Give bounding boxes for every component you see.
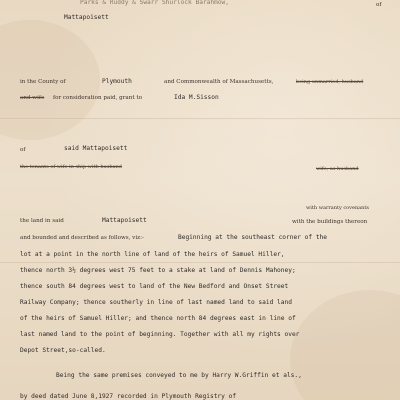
paper-stain: [290, 290, 400, 400]
description-line: of the heirs of Samuel Hiller; and thence north 84 degrees east in line of: [20, 315, 296, 322]
premises-line: Being the same premises conveyed to me by Harry W.Griffin et als.,: [56, 372, 302, 379]
county-value: Plymouth: [102, 78, 132, 85]
bounded-label: and bounded and described as follows, viz:-: [20, 235, 144, 241]
struck-wife-text: and wife: [20, 95, 45, 101]
land-town: Mattapoisett: [102, 217, 147, 224]
commonwealth-label: and Commonwealth of Massachusetts,: [164, 79, 274, 85]
struck-tenants-text: the tenants of wife in ship with husband: [20, 164, 122, 170]
consideration-label: for consideration paid, grant to: [53, 95, 143, 101]
of-label-2: of: [20, 147, 26, 153]
description-line: Beginning at the southeast corner of the: [178, 234, 328, 241]
struck-right-text: wife, as husband: [316, 166, 359, 172]
grantee-name: Ida M.Sisson: [174, 94, 219, 101]
land-label: the land in said: [20, 218, 64, 224]
fold-line: [0, 262, 400, 264]
fold-line: [0, 118, 400, 120]
warranty-label: with warranty covenants: [306, 205, 369, 211]
description-line: Depot Street,so-called.: [20, 347, 106, 354]
struck-husband-text: being unmarried, husband: [296, 79, 364, 85]
county-label: in the County of: [20, 79, 66, 85]
description-line: thence north 3½ degrees west 75 feet to a stake at land of Dennis Mahoney;: [20, 267, 296, 274]
grantor-town: Mattapoisett: [64, 14, 109, 21]
description-line: last named land to the point of beginning. Together with all my rights over: [20, 331, 300, 338]
description-line: thence south 84 degrees west to land of the New Bedford and Onset Street: [20, 283, 289, 290]
grantor-name-line: Parks & Ruddy & Swarr Shurlock Barahmow,: [80, 0, 230, 6]
of-label: of: [376, 2, 382, 8]
bottom-cut-line: by deed dated June 8,1927 recorded in Plymouth Registry of: [20, 393, 237, 400]
description-line: Railway Company; thence southerly in line of last named land to said land: [20, 299, 292, 306]
said-town: said Mattapoisett: [64, 145, 128, 152]
description-line: lot at a point in the north line of land of the heirs of Samuel Hiller,: [20, 251, 285, 258]
buildings-label: with the buildings thereon: [292, 219, 368, 225]
